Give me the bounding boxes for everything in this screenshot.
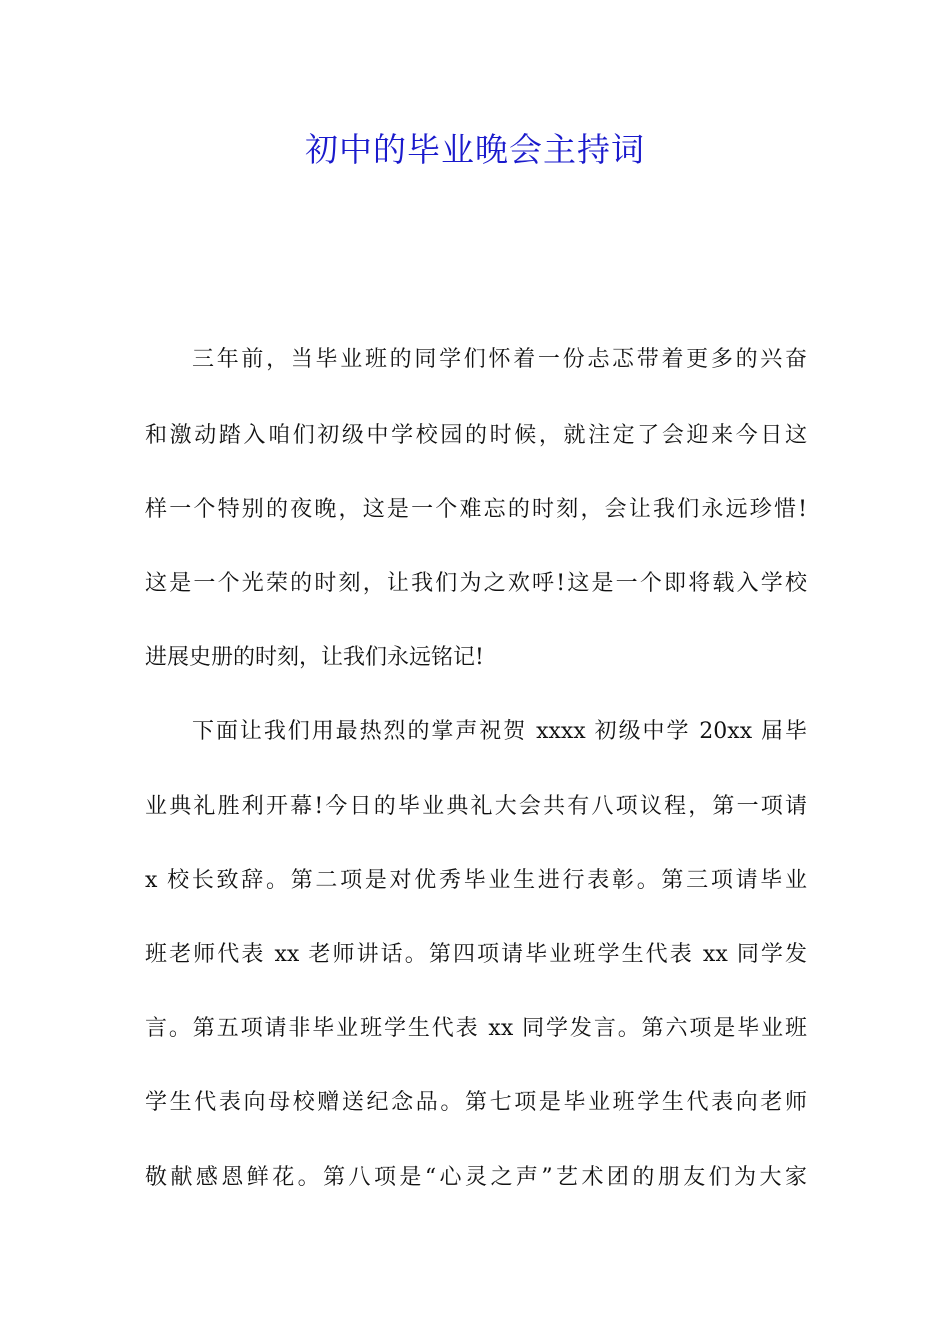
paragraph-2-line-4: 班老师代表 xx 老师讲话。第四项请毕业班学生代表 xx 同学发 <box>145 942 807 967</box>
paragraph-1-line-1: 三年前，当毕业班的同学们怀着一份忐忑带着更多的兴奋 <box>192 347 807 372</box>
paragraph-2-line-5: 言。第五项请非毕业班学生代表 xx 同学发言。第六项是毕业班 <box>145 1016 807 1041</box>
paragraph-1-line-5: 进展史册的时刻，让我们永远铭记! <box>145 645 484 670</box>
paragraph-2-line-2: 业典礼胜利开幕!今日的毕业典礼大会共有八项议程，第一项请 <box>145 794 807 819</box>
paragraph-2-line-3: x 校长致辞。第二项是对优秀毕业生进行表彰。第三项请毕业 <box>145 868 807 893</box>
paragraph-2-line-7: 敬献感恩鲜花。第八项是“心灵之声”艺术团的朋友们为大家 <box>145 1165 807 1190</box>
paragraph-2-line-6: 学生代表向母校赠送纪念品。第七项是毕业班学生代表向老师 <box>145 1090 807 1115</box>
paragraph-1-line-3: 样一个特别的夜晚，这是一个难忘的时刻，会让我们永远珍惜! <box>145 497 807 522</box>
paragraph-1-line-4: 这是一个光荣的时刻，让我们为之欢呼!这是一个即将载入学校 <box>145 571 807 596</box>
document-title: 初中的毕业晚会主持词 <box>305 130 645 169</box>
paragraph-2-line-1: 下面让我们用最热烈的掌声祝贺 xxxx 初级中学 20xx 届毕 <box>192 719 807 744</box>
paragraph-1-line-2: 和激动踏入咱们初级中学校园的时候，就注定了会迎来今日这 <box>145 423 807 448</box>
